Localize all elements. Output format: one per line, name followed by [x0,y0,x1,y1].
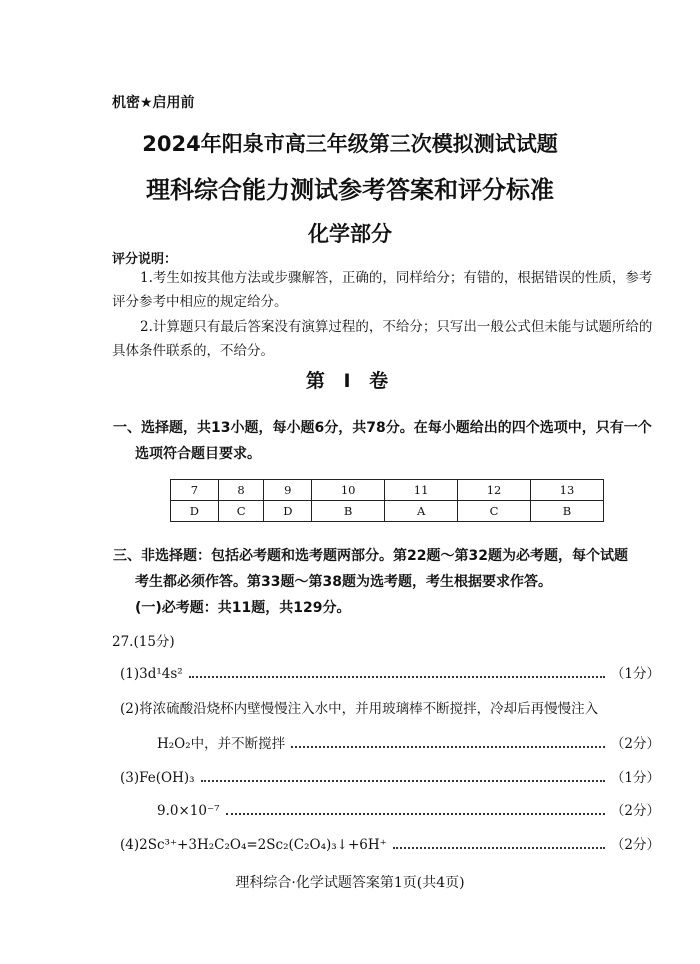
answer-1-label: (1) [120,666,140,682]
exam-title: 2024年阳泉市高三年级第三次模拟测试试题 [142,132,558,156]
table-row-numbers [171,480,604,501]
confidential-label: 机密★启用前 [112,95,195,111]
volume-title: 第 I 卷 [305,370,395,392]
question-number: 7 [171,480,219,501]
answer-cell: D [264,501,312,522]
leader-dots [189,676,605,678]
answer-3-line [120,766,660,786]
question-number: 13 [531,480,604,501]
answer-1-line [120,662,660,682]
answer-3-text: Fe(OH)₃ [139,770,195,786]
answer-table [170,479,604,522]
answer-2-score: （2分） [610,736,660,752]
leader-dots [226,813,605,815]
answer-4-score: （2分） [610,837,660,853]
section3-line1: 三、非选择题：包括必考题和选考题两部分。第22题～第32题为必考题，每个试题 [113,548,628,564]
answer-cell: B [531,501,604,522]
answer-4-line [120,833,660,853]
leader-dots [291,746,605,748]
section1-line2: 选项符合题目要求。 [135,446,261,462]
answer-3b-text: 9.0×10⁻⁷ [157,803,220,819]
section1-line1: 一、选择题，共13小题，每小题6分，共78分。在每小题给出的四个选项中，只有一个 [113,420,652,436]
page-footer: 理科综合·化学试题答案第1页(共4页) [235,875,465,891]
answer-2-cont-line [157,732,660,752]
answer-cell: A [385,501,458,522]
leader-dots [393,847,605,849]
answer-1-score: （1分） [610,666,660,682]
answer-cell: C [218,501,264,522]
rule-1: 1.考生如按其他方法或步骤解答，正确的，同样给分；有错的，根据错误的性质，参考评分参考中相应的规定给分。 [112,270,653,310]
answer-2-line [120,697,660,717]
answer-2-text: 将浓硫酸沿烧杯内壁慢慢注入水中，并用玻璃棒不断搅拌，冷却后再慢慢注入 [139,701,599,717]
answer-key-title: 理科综合能力测试参考答案和评分标准 [146,176,554,204]
answer-1-text: 3d¹4s² [139,666,183,682]
table-row-answers [171,501,604,522]
answer-4-text: 2Sc³⁺+3H₂C₂O₄=2Sc₂(C₂O₄)₃↓+6H⁺ [139,837,387,853]
answer-cell: D [171,501,219,522]
rule-2: 2.计算题只有最后答案没有演算过程的，不给分；只写出一般公式但未能与试题所给的具体条件联系的，不给分。 [112,319,653,359]
question-number: 11 [385,480,458,501]
question-number: 12 [458,480,531,501]
answer-3-label: (3) [120,770,140,786]
question-number: 8 [218,480,264,501]
section3-line3: (一)必考题：共11题，共129分。 [135,600,351,616]
answer-2-label: (2) [120,701,140,717]
answer-cell: B [312,501,385,522]
rules-heading: 评分说明： [112,252,178,267]
question-27-heading: 27.(15分) [112,634,175,650]
answer-3b-line [157,799,660,819]
question-number: 10 [312,480,385,501]
question-number: 9 [264,480,312,501]
subject-title: 化学部分 [308,222,392,246]
answer-3b-score: （2分） [610,803,660,819]
answer-cell: C [458,501,531,522]
section3-line2: 考生都必须作答。第33题～第38题为选考题，考生根据要求作答。 [135,574,552,590]
answer-2-continuation: H₂O₂中，并不断搅拌 [157,736,286,752]
leader-dots [201,780,605,782]
answer-4-label: (4) [120,837,140,853]
answer-3-score: （1分） [610,770,660,786]
